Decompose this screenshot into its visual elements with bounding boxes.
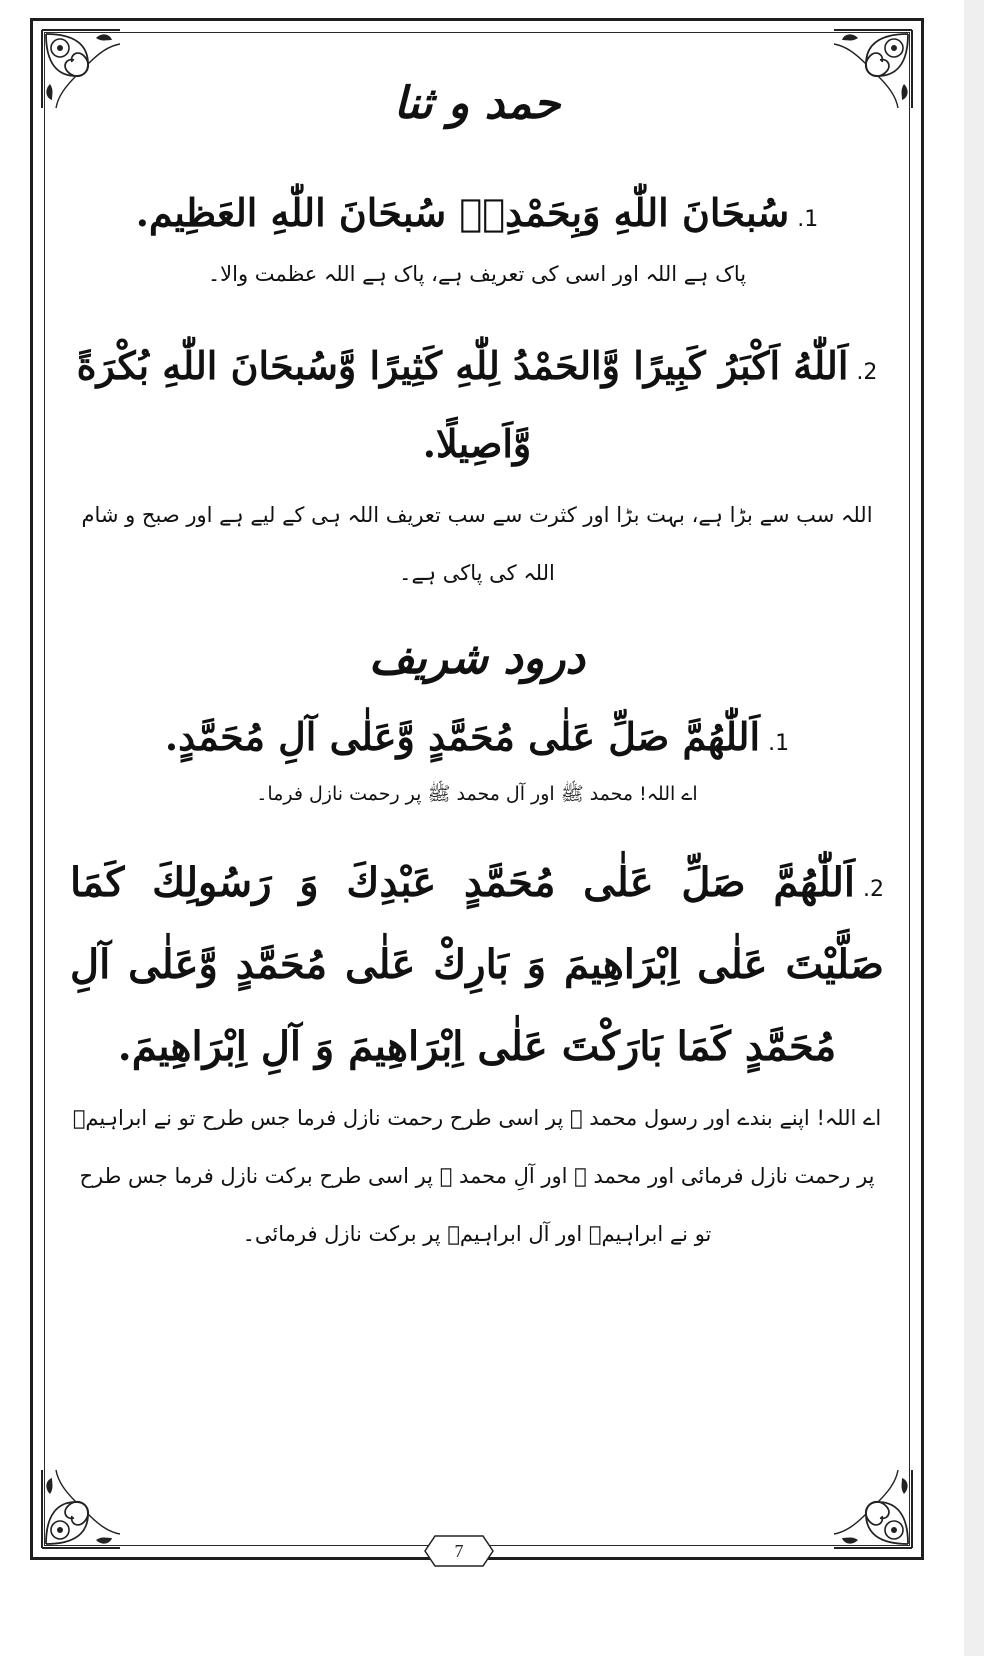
arabic-verse <box>70 327 884 483</box>
item-number: 2. <box>856 360 878 386</box>
arabic-text: سُبحَانَ اللّٰهِ وَبِحَمْدِهٖ سُبحَانَ اللّٰهِ العَظِيم. <box>135 189 790 235</box>
urdu-translation: پاک ہے اللہ اور اسی کی تعریف ہے، پاک ہے اللہ عظمت والا۔ <box>207 261 747 286</box>
item-number: 2. <box>863 877 884 903</box>
urdu-translation: اللہ سب سے بڑا ہے، بہت بڑا اور کثرت سے سب تعریف اللہ ہی کے لیے ہے اور صبح و شام اللہ کی پاکی ہے۔ <box>81 503 873 585</box>
page-edge <box>964 0 984 1656</box>
ornament-icon <box>828 1464 918 1554</box>
arabic-verse <box>70 842 884 1088</box>
page-number-badge <box>423 1534 495 1568</box>
page-content <box>70 40 884 1264</box>
arabic-verse <box>70 707 884 768</box>
section-heading-durood-sharif: درود شریف <box>369 632 585 684</box>
page-number: 7 <box>454 1541 464 1561</box>
item-number: 1. <box>768 731 790 757</box>
urdu-translation: اے اللہ! محمد ﷺ اور آل محمد ﷺ پر رحمت نازل فرما۔ <box>256 783 698 806</box>
arabic-text: اَللّٰهُمَّ صَلِّ عَلٰى مُحَمَّدٍ وَّعَلٰى آلِ مُحَمَّدٍ. <box>164 714 761 760</box>
item-number: 1. <box>797 206 819 232</box>
section-heading-hamd-o-sana: حمد و ثنا <box>393 78 561 129</box>
corner-ornament-bottom-right <box>828 1464 918 1554</box>
arabic-text: اَللّٰهُ اَكْبَرُ كَبِيرًا وَّالحَمْدُ لِلّٰهِ كَثِيرًا وَّسُبحَانَ اللّٰهِ بُكْرَةً وَّاَصِيلًا. <box>76 343 849 467</box>
arabic-verse <box>70 183 884 244</box>
arabic-text: اَللّٰهُمَّ صَلِّ عَلٰى مُحَمَّدٍ عَبْدِكَ وَ رَسُولِكَ كَمَا صَلَّيْتَ عَلٰى اِبْرَاهِيمَ وَ بَارِكْ عَلٰى مُحَمَّدٍ وَّعَلٰى آلِ مُحَمَّدٍ كَمَا بَارَكْتَ عَلٰى اِبْرَاهِيمَ وَ آلِ اِبْرَاهِيمَ. <box>70 859 884 1071</box>
corner-ornament-bottom-left <box>36 1464 126 1554</box>
urdu-translation: اے اللہ! اپنے بندے اور رسول محمد ﷺ پر اسی طرح رحمت نازل فرما جس طرح تو نے ابراہیمؑ پر رحمت نازل فرمائی اور محمد ﷺ اور آلِ محمد ﷺ پر اسی طرح برکت نازل فرما جس طرح تو نے ابراہیمؑ اور آل ابراہیمؑ پر برکت نازل فرمائی۔ <box>72 1106 882 1246</box>
ornament-icon <box>36 1464 126 1554</box>
